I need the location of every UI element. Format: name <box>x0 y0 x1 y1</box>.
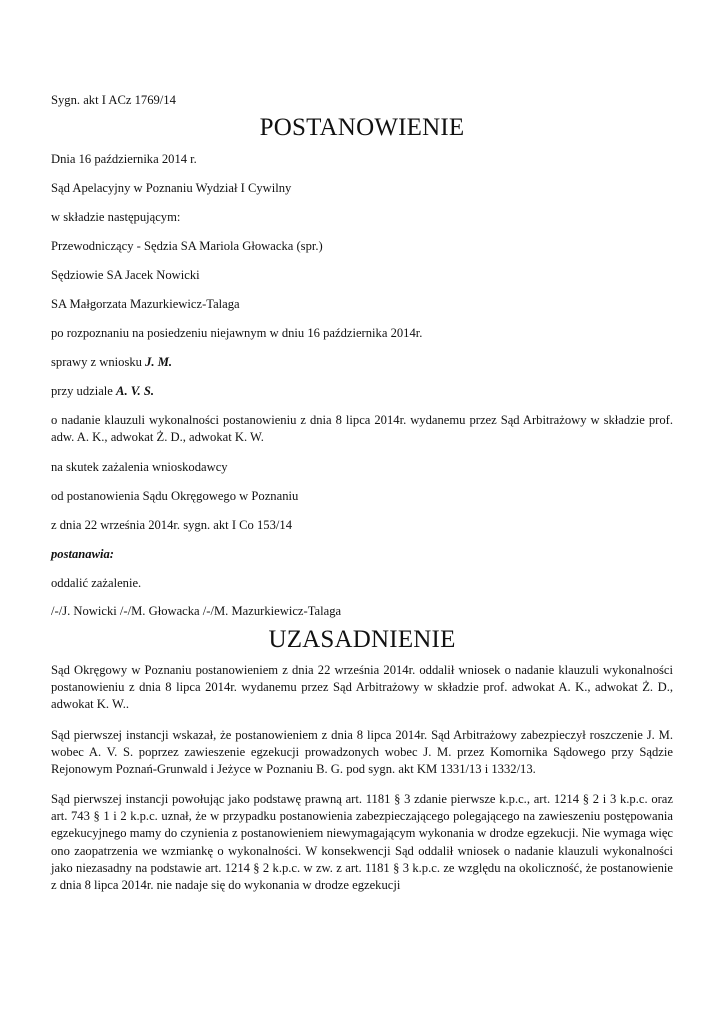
case-prefix: sprawy z wniosku <box>51 355 146 369</box>
appeal-line: na skutek zażalenia wnioskodawcy <box>51 460 228 474</box>
participant-name: A. V. S. <box>116 384 154 398</box>
case-party: J. M. <box>145 355 173 369</box>
justification-paragraph: Sąd pierwszej instancji wskazał, że postanowieniem z dnia 8 lipca 2014r. Sąd Arbitrażowy zabezpieczył roszczenie J. M. wobec A. V. S. poprzez zawieszenie egzekucji prowadzonych wobec J. M. przez Komornika Sądowego przy Sądzie Rejonowym Poznań-Grunwald i Jeżyce w Poznaniu B. G. pod sygn. akt KM 1331/13 i 1332/13. <box>51 728 673 777</box>
subject-paragraph: o nadanie klauzuli wykonalności postanowieniu z dnia 8 lipca 2014r. wydanemu przez Sąd Arbitrażowy w składzie prof. adw. A. K., adwokat Ż. D., adwokat K. W. <box>51 413 673 445</box>
date-line: Dnia 16 października 2014 r. <box>51 152 197 166</box>
judges-line: Sędziowie SA Jacek Nowicki <box>51 268 200 282</box>
chair-line: Przewodniczący - Sędzia SA Mariola Głowacka (spr.) <box>51 239 323 253</box>
ruling-line: oddalić zażalenie. <box>51 576 142 590</box>
participant-prefix: przy udziale <box>51 384 117 398</box>
justification-paragraph: Sąd Okręgowy w Poznaniu postanowieniem z dnia 22 września 2014r. oddalił wniosek o nadanie klauzuli wykonalności postanowieniu z dnia 8 lipca 2014r. wydanemu przez Sąd Arbitrażowy w składzie prof. adwokat A. K., adwokat Ż. D., adwokat K. W.. <box>51 663 673 712</box>
decides-line: postanawia: <box>51 547 114 561</box>
justification-heading: UZASADNIENIE <box>268 626 456 653</box>
case-signature: Sygn. akt I ACz 1769/14 <box>51 93 176 107</box>
judge2-line: SA Małgorzata Mazurkiewicz-Talaga <box>51 297 240 311</box>
justification-paragraph: Sąd pierwszej instancji powołując jako podstawę prawną art. 1181 § 3 zdanie pierwsze k.p.c., art. 1214 § 2 i 3 k.p.c. oraz art. 743 § 1 i 2 k.p.c. uznał, że w przypadku postanowienia zabezpieczającego polegającego na zawieszeniu postępowania egzekucyjnego mamy do czynienia z postanowieniem niewymagającym wykonania w drodze egzekucji. Nie wymaga więc ono zaopatrzenia we wzmiankę o wykonalności. W konsekwencji Sąd oddalił wniosek o nadanie klauzuli wykonalności jako niezasadny na podstawie art. 1214 § 2 k.p.c. w zw. z art. 1181 § 3 k.p.c. ze względu na okoliczność, że postanowienie z dnia 8 lipca 2014r. nie nadaje się do wykonania w drodze egzekucji <box>51 792 673 893</box>
signatures-line: /-/J. Nowicki /-/M. Głowacka /-/M. Mazurkiewicz-Talaga <box>51 604 342 618</box>
document-title: POSTANOWIENIE <box>259 114 465 141</box>
participant-line <box>51 383 154 400</box>
hearing-line: po rozpoznaniu na posiedzeniu niejawnym w dniu 16 października 2014r. <box>51 326 423 340</box>
composition-line: w składzie następującym: <box>51 210 181 224</box>
decision-date-line: z dnia 22 września 2014r. sygn. akt I Co 153/14 <box>51 518 292 532</box>
case-line <box>51 354 172 371</box>
court-line: Sąd Apelacyjny w Poznaniu Wydział I Cywilny <box>51 181 292 195</box>
from-decision-line: od postanowienia Sądu Okręgowego w Poznaniu <box>51 489 299 503</box>
